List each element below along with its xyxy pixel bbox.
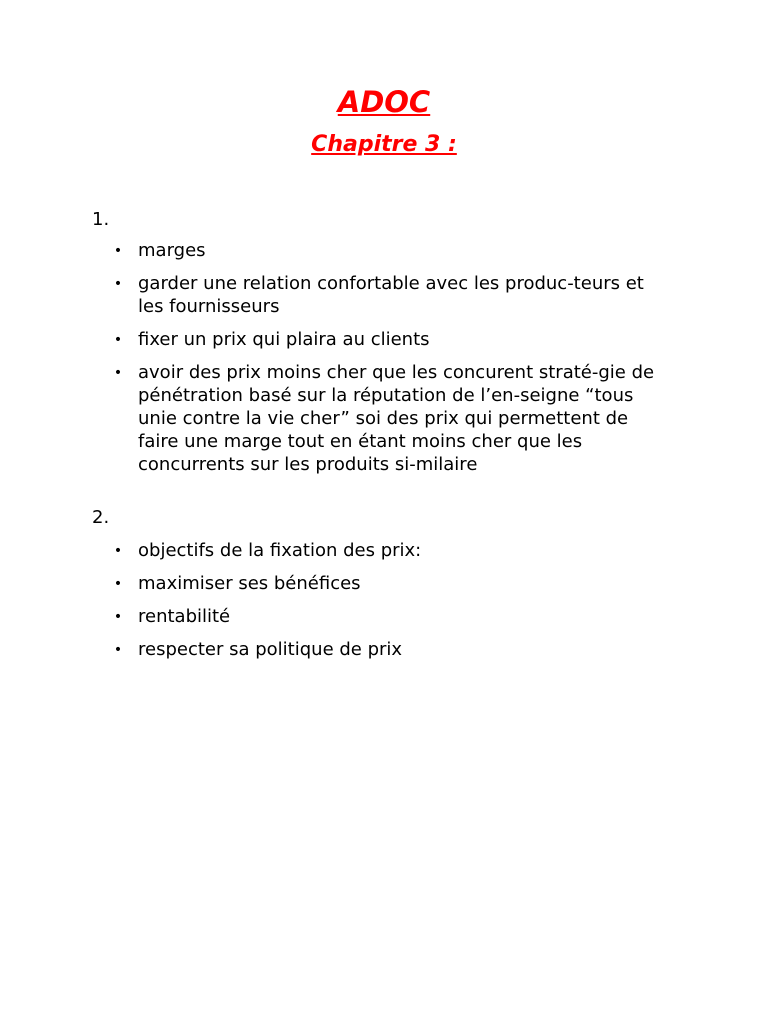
bullet-icon: • [113,243,123,259]
list-item-text: garder une relation confortable avec les produc-teurs et les fournisseurs [138,273,644,317]
bullet-icon: • [113,609,123,625]
list-item-text: fixer un prix qui plaira au clients [138,329,430,350]
list-item-text: avoir des prix moins cher que les concurent straté-gie de pénétration basé sur la réputation de l’en-seigne “tous unie contre la vie cher” soi des prix qui permettent de faire une marge tout en étant moins cher que les concurrents sur les produits si-milaire [138,362,655,475]
section-2-list [112,539,672,671]
document-title: ADOC [337,85,431,119]
section-number-1: 1. [92,209,110,230]
list-item [112,638,672,661]
bullet-icon: • [113,365,123,381]
list-item [112,572,672,595]
list-item [112,361,672,476]
list-item-text: marges [138,240,206,261]
list-item-text: maximiser ses bénéfices [138,573,361,594]
bullet-icon: • [113,642,123,658]
list-item-text: rentabilité [138,606,231,627]
chapter-heading: Chapitre 3 : [311,132,457,157]
list-item [112,328,672,351]
list-item [112,539,672,562]
bullet-icon: • [113,332,123,348]
bullet-icon: • [113,543,123,559]
list-item [112,605,672,628]
list-item [112,272,672,318]
list-item-text: objectifs de la fixation des prix: [138,540,422,561]
list-item-text: respecter sa politique de prix [138,639,403,660]
list-item [112,239,672,262]
section-1-list [112,239,672,486]
section-number-2: 2. [92,507,110,528]
bullet-icon: • [113,576,123,592]
bullet-icon: • [113,276,123,292]
